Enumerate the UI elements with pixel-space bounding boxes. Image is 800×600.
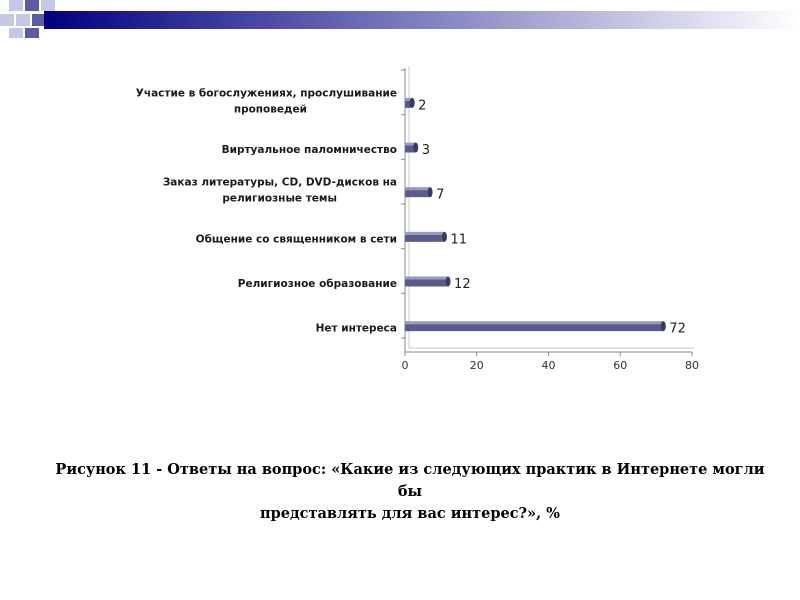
value-label: 72 [669, 321, 686, 337]
x-tick-label: 20 [469, 359, 484, 372]
value-label: 3 [421, 143, 431, 158]
bar-end-cap [413, 143, 418, 153]
category-label-line: Участие в богослужениях, прослушивание [135, 87, 397, 100]
bar-end-cap [442, 232, 447, 242]
x-tick-label: 80 [685, 359, 699, 372]
value-label: 7 [436, 187, 445, 203]
bar-top-face [405, 232, 444, 235]
bar-top-face [405, 277, 448, 280]
bar [405, 235, 444, 242]
category-label-line: Религиозное образование [237, 278, 397, 290]
bar-end-cap [410, 98, 415, 108]
category-label-line: религиозные темы [222, 192, 337, 205]
category-label [222, 144, 397, 156]
bar-end-cap [428, 187, 433, 197]
category-label-line: Общение со священником в сети [195, 233, 397, 246]
figure-caption [50, 459, 770, 525]
value-label: 2 [418, 98, 427, 114]
category-label [136, 87, 397, 115]
bar-end-cap [446, 277, 451, 287]
category-label-line: Нет интереса [315, 322, 397, 335]
caption-line-1: Рисунок 11 - Ответы на вопрос: «Какие из следующих практик в Интернете могли бы [55, 461, 765, 500]
category-label [196, 233, 397, 245]
bar-top-face [405, 187, 430, 190]
x-tick-label: 0 [401, 359, 409, 372]
caption-line-2: представлять для вас интерес?», % [260, 505, 560, 522]
x-tick-label: 60 [613, 359, 628, 372]
bar-top-face [405, 321, 663, 324]
category-label [238, 278, 397, 290]
bar [405, 324, 663, 331]
category-label-line: проповедей [233, 103, 307, 116]
bar [405, 280, 448, 287]
category-label [316, 323, 397, 335]
category-label-line: Заказ литературы, CD, DVD-дисков на [162, 176, 397, 189]
bar [405, 190, 430, 197]
bar-end-cap [661, 321, 666, 331]
chart-bars [405, 98, 666, 331]
x-tick-label: 40 [541, 359, 556, 372]
category-label-line: Виртуальное паломничество [221, 144, 397, 156]
category-label [163, 177, 397, 205]
value-label: 12 [454, 277, 471, 292]
chart-axes [401, 66, 694, 356]
value-label: 11 [450, 232, 468, 248]
